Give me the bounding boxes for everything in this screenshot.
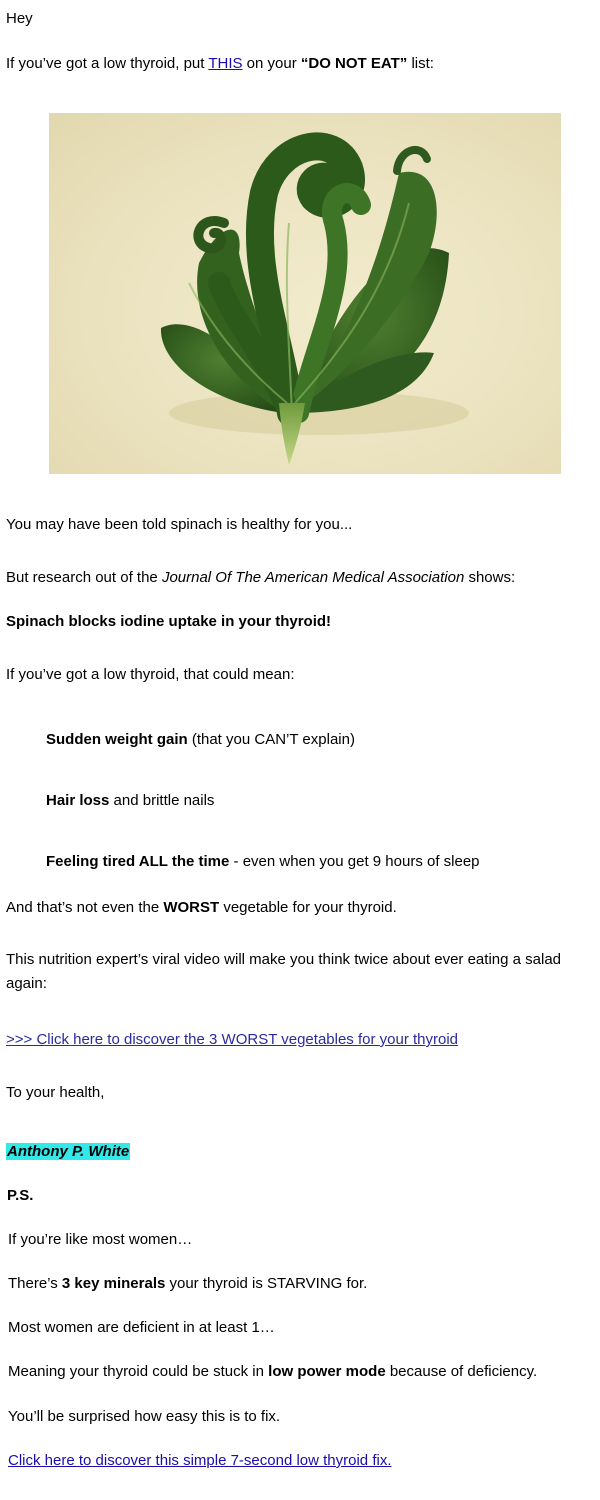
spinach-image[interactable]	[49, 113, 561, 474]
ps-label	[7, 1186, 598, 1206]
symptom-bold: Hair loss	[46, 792, 110, 809]
ps2-prefix: There’s	[8, 1275, 62, 1292]
ps-line-3: Most women are deficient in at least 1…	[8, 1319, 275, 1336]
symptom-bold: Sudden weight gain	[46, 731, 188, 748]
intro-prefix: If you’ve got a low thyroid, put	[6, 55, 209, 72]
worst-prefix: And that’s not even the	[6, 899, 164, 916]
paragraph-worst	[6, 898, 598, 918]
ps-line-5: You’ll be surprised how easy this is to fix.	[8, 1408, 281, 1425]
symptom-rest: (that you CAN’T explain)	[187, 731, 355, 748]
ps4-bold: low power mode	[268, 1363, 386, 1380]
symptom-rest: and brittle nails	[109, 792, 215, 809]
cta-link-line	[6, 1030, 598, 1050]
greeting: Hey	[6, 10, 33, 27]
ps4-suffix: because of deficiency.	[385, 1363, 538, 1380]
paragraph-iodine	[6, 612, 598, 632]
research-suffix: shows:	[464, 569, 516, 586]
signature: Anthony P. White	[7, 1143, 130, 1160]
intro-middle: on your	[242, 55, 301, 72]
ps-line-4	[8, 1362, 598, 1382]
ps-label-text: P.S.	[7, 1187, 34, 1204]
worst-suffix: vegetable for your thyroid.	[219, 899, 397, 916]
paragraph-spinach-healthy: You may have been told spinach is healthy for you...	[6, 516, 353, 533]
symptom-item	[46, 791, 598, 811]
paragraph-low-thyroid: If you’ve got a low thyroid, that could mean:	[6, 666, 295, 683]
paragraph-research	[6, 568, 598, 588]
symptom-bold: Feeling tired ALL the time	[46, 853, 230, 870]
worst-vegetables-link[interactable]: >>> Click here to discover the 3 WORST vegetables for your thyroid	[6, 1031, 459, 1048]
ps-link-line	[8, 1451, 598, 1471]
this-link[interactable]: THIS	[208, 55, 243, 72]
iodine-claim: Spinach blocks iodine uptake in your thyroid!	[6, 613, 332, 630]
intro-suffix: list:	[407, 55, 434, 72]
ps2-suffix: your thyroid is STARVING for.	[165, 1275, 368, 1292]
thyroid-fix-link[interactable]: Click here to discover this simple 7-second low thyroid fix.	[8, 1452, 392, 1469]
signature-line	[6, 1142, 598, 1162]
spinach-leaf-illustration	[49, 113, 561, 474]
journal-name: Journal Of The American Medical Association	[161, 569, 465, 586]
do-not-eat-text: “DO NOT EAT”	[300, 55, 408, 72]
ps2-bold: 3 key minerals	[61, 1275, 166, 1292]
symptom-item	[46, 852, 598, 872]
symptom-rest: - even when you get 9 hours of sleep	[229, 853, 480, 870]
research-prefix: But research out of the	[6, 569, 162, 586]
signoff: To your health,	[6, 1084, 105, 1101]
symptom-item	[46, 730, 598, 750]
intro-line	[6, 54, 598, 74]
worst-bold: WORST	[163, 899, 220, 916]
ps4-prefix: Meaning your thyroid could be stuck in	[8, 1363, 269, 1380]
ps-line-1: If you’re like most women…	[8, 1231, 193, 1248]
paragraph-viral-video: This nutrition expert’s viral video will make you think twice about ever eating a salad again:	[6, 951, 561, 992]
ps-line-2	[8, 1274, 598, 1294]
